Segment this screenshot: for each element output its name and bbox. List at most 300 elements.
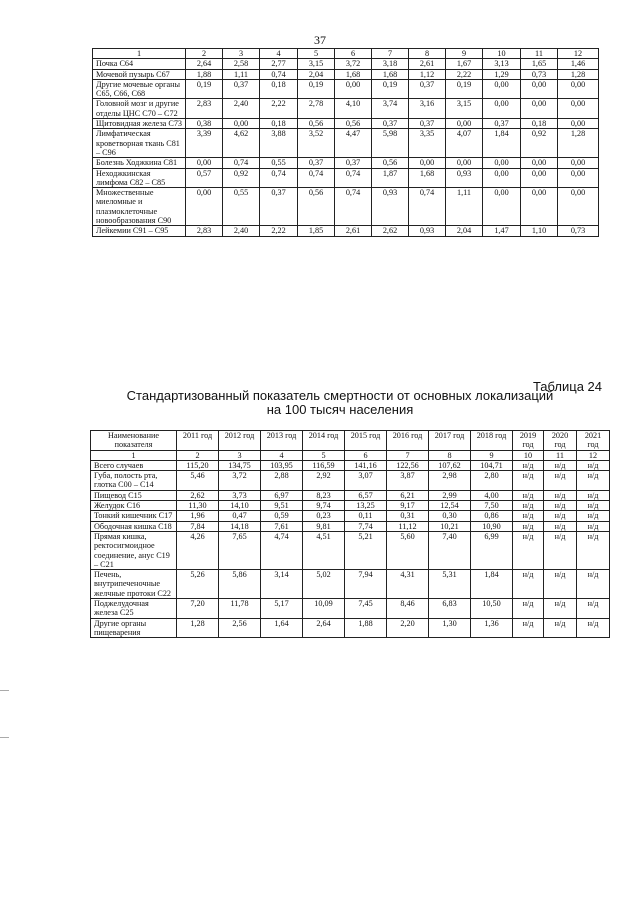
table-cell: 10,09	[303, 599, 345, 619]
table-cell: 1,87	[372, 168, 409, 188]
table-cell: 5,86	[219, 570, 261, 599]
table-cell: 2,88	[261, 471, 303, 491]
table-cell: 0,18	[521, 119, 558, 129]
table-cell: 0,56	[298, 119, 335, 129]
table-cell: 0,00	[558, 99, 599, 119]
table-cell: 104,71	[471, 460, 513, 470]
table-cell: 0,37	[409, 79, 446, 99]
table-cell: 5,60	[387, 531, 429, 569]
column-index: 4	[261, 450, 303, 460]
table-cell: 0,37	[223, 79, 260, 99]
table-cell: 0,74	[260, 168, 298, 188]
table-cell: 4,74	[261, 531, 303, 569]
column-name: 2019 год	[513, 431, 544, 451]
column-index: 12	[577, 450, 610, 460]
column-index: 5	[298, 49, 335, 59]
table-cell: 0,00	[223, 119, 260, 129]
column-name: 2018 год	[471, 431, 513, 451]
table-cell: 4,62	[223, 129, 260, 158]
table-cell: н/д	[577, 599, 610, 619]
table-row	[93, 168, 599, 188]
column-index: 1	[91, 450, 177, 460]
table-cell: 3,16	[409, 99, 446, 119]
table-cell: 1,88	[186, 69, 223, 79]
column-index-row	[91, 450, 610, 460]
column-index: 1	[93, 49, 186, 59]
table-cell: 4,47	[335, 129, 372, 158]
table-cell: 5,02	[303, 570, 345, 599]
table-cell: 2,58	[223, 59, 260, 69]
column-name: 2013 год	[261, 431, 303, 451]
table-row	[91, 490, 610, 500]
table-row	[91, 501, 610, 511]
column-names-row	[91, 431, 610, 451]
table-cell: 0,18	[260, 119, 298, 129]
table-cell: 0,11	[345, 511, 387, 521]
table-cell: 0,47	[219, 511, 261, 521]
table-cell: 2,61	[409, 59, 446, 69]
table-cell: 0,37	[335, 158, 372, 168]
table-cell: 122,56	[387, 460, 429, 470]
table-row	[91, 471, 610, 491]
table-cell: 5,46	[177, 471, 219, 491]
table-cell: 2,92	[303, 471, 345, 491]
table-cell: н/д	[544, 511, 577, 521]
table-cell: н/д	[544, 490, 577, 500]
table-cell: 8,46	[387, 599, 429, 619]
table-cell: н/д	[513, 490, 544, 500]
table-cell: 0,00	[521, 99, 558, 119]
table-cell: н/д	[544, 460, 577, 470]
column-index: 10	[513, 450, 544, 460]
table-cell: 4,07	[446, 129, 483, 158]
table-cell: 107,62	[429, 460, 471, 470]
row-label: Неходжкинская лимфома С82 – С85	[93, 168, 186, 188]
column-index: 8	[429, 450, 471, 460]
table-cell: н/д	[544, 521, 577, 531]
table-cell: 6,97	[261, 490, 303, 500]
table-cell: 0,00	[483, 188, 521, 226]
table-cell: 1,67	[446, 59, 483, 69]
table-cell: 1,96	[177, 511, 219, 521]
column-index: 3	[219, 450, 261, 460]
table-cell: н/д	[513, 471, 544, 491]
table-cell: 0,00	[558, 119, 599, 129]
row-label: Множественные миеломные и плазмоклеточные новообразования С90	[93, 188, 186, 226]
table-row	[91, 460, 610, 470]
table-cell: 0,00	[446, 158, 483, 168]
table-cell: 0,00	[558, 188, 599, 226]
table-cell: 0,00	[483, 158, 521, 168]
table-cell: 6,99	[471, 531, 513, 569]
table-cell: 0,18	[260, 79, 298, 99]
table-cell: 0,56	[335, 119, 372, 129]
table-row	[91, 521, 610, 531]
table-row	[93, 129, 599, 158]
table-cell: 12,54	[429, 501, 471, 511]
table-cell: 0,55	[223, 188, 260, 226]
column-index: 10	[483, 49, 521, 59]
column-index: 6	[345, 450, 387, 460]
table-cell: 0,74	[298, 168, 335, 188]
table-cell: 0,93	[446, 168, 483, 188]
table-cell: 0,00	[335, 79, 372, 99]
table-cell: 7,94	[345, 570, 387, 599]
column-name: Наименование показателя	[91, 431, 177, 451]
table-cell: 0,19	[186, 79, 223, 99]
table-cell: н/д	[544, 501, 577, 511]
table-cell: 7,20	[177, 599, 219, 619]
column-index: 2	[177, 450, 219, 460]
column-name: 2015 год	[345, 431, 387, 451]
table-row	[93, 226, 599, 236]
table-cell: 1,88	[345, 618, 387, 638]
table-cell: 3,73	[219, 490, 261, 500]
table-cell: 9,74	[303, 501, 345, 511]
table-cell: 10,90	[471, 521, 513, 531]
column-name: 2016 год	[387, 431, 429, 451]
table-cell: 7,74	[345, 521, 387, 531]
table-cell: 0,37	[483, 119, 521, 129]
table-cell: н/д	[577, 618, 610, 638]
table-cell: 3,52	[298, 129, 335, 158]
table-cell: 2,98	[429, 471, 471, 491]
table-cell: 0,74	[335, 168, 372, 188]
table-cell: 3,15	[446, 99, 483, 119]
table-cell: 2,22	[446, 69, 483, 79]
table-cell: 0,56	[298, 188, 335, 226]
table-cell: 0,00	[521, 188, 558, 226]
table-cell: 103,95	[261, 460, 303, 470]
table-cell: н/д	[577, 511, 610, 521]
table-cell: 6,57	[345, 490, 387, 500]
table-cell: 9,17	[387, 501, 429, 511]
table-cell: 1,47	[483, 226, 521, 236]
column-index: 3	[223, 49, 260, 59]
table-cell: 0,55	[260, 158, 298, 168]
column-index: 8	[409, 49, 446, 59]
table-cell: н/д	[577, 460, 610, 470]
table-cell: 4,26	[177, 531, 219, 569]
table-cell: 0,74	[335, 188, 372, 226]
table-cell: н/д	[544, 618, 577, 638]
page-number: 37	[314, 33, 326, 47]
table-row	[93, 79, 599, 99]
table-cell: 14,18	[219, 521, 261, 531]
table-cell: 1,28	[558, 129, 599, 158]
table-cell: 0,31	[387, 511, 429, 521]
column-index: 12	[558, 49, 599, 59]
table-cell: 0,92	[223, 168, 260, 188]
column-index: 11	[544, 450, 577, 460]
table-cell: 0,37	[409, 119, 446, 129]
table-cell: 0,74	[223, 158, 260, 168]
table-cell: 1,68	[409, 168, 446, 188]
table-cell: 0,00	[558, 158, 599, 168]
table-cell: 0,86	[471, 511, 513, 521]
table-cell: 1,84	[483, 129, 521, 158]
table-cell: н/д	[577, 490, 610, 500]
column-index: 5	[303, 450, 345, 460]
table-cell: 0,00	[186, 158, 223, 168]
table-cell: 1,12	[409, 69, 446, 79]
table-cell: 2,62	[177, 490, 219, 500]
table-cell: 4,51	[303, 531, 345, 569]
table-cell: 3,35	[409, 129, 446, 158]
row-label: Лейкемии С91 – С95	[93, 226, 186, 236]
table-cell: 7,50	[471, 501, 513, 511]
incidence-table-continued	[92, 48, 599, 237]
row-label: Поджелудочная железа С25	[91, 599, 177, 619]
table-cell: 2,77	[260, 59, 298, 69]
table-cell: н/д	[513, 570, 544, 599]
table-cell: 1,30	[429, 618, 471, 638]
table-cell: 0,37	[372, 119, 409, 129]
table-row	[91, 511, 610, 521]
table-cell: н/д	[577, 521, 610, 531]
table-number: Таблица 24	[532, 379, 602, 394]
table-cell: 0,00	[521, 168, 558, 188]
row-label: Ободочная кишка С18	[91, 521, 177, 531]
table-cell: 7,40	[429, 531, 471, 569]
table-cell: 2,04	[298, 69, 335, 79]
table-cell: 0,30	[429, 511, 471, 521]
row-label: Другие органы пищеварения	[91, 618, 177, 638]
table-cell: 0,00	[521, 79, 558, 99]
table-cell: 7,65	[219, 531, 261, 569]
table-cell: 14,10	[219, 501, 261, 511]
table-cell: 1,29	[483, 69, 521, 79]
table-cell: 6,83	[429, 599, 471, 619]
table-row	[91, 531, 610, 569]
table-cell: н/д	[544, 570, 577, 599]
table-cell: 2,22	[260, 99, 298, 119]
table-cell: 5,17	[261, 599, 303, 619]
table-cell: 2,64	[303, 618, 345, 638]
table-cell: 1,28	[558, 69, 599, 79]
table-cell: 11,12	[387, 521, 429, 531]
column-index: 9	[446, 49, 483, 59]
table-cell: 0,73	[558, 226, 599, 236]
table-cell: 1,65	[521, 59, 558, 69]
table-cell: 5,98	[372, 129, 409, 158]
column-name: 2020 год	[544, 431, 577, 451]
table-cell: 3,74	[372, 99, 409, 119]
table-cell: 1,36	[471, 618, 513, 638]
table-cell: 2,83	[186, 99, 223, 119]
table-cell: 0,00	[483, 99, 521, 119]
table-cell: н/д	[577, 570, 610, 599]
table-cell: 9,51	[261, 501, 303, 511]
table-cell: 0,19	[446, 79, 483, 99]
table-cell: 5,31	[429, 570, 471, 599]
row-label: Губа, полость рта, глотка С00 – С14	[91, 471, 177, 491]
table-cell: 1,11	[223, 69, 260, 79]
table-cell: 0,00	[521, 158, 558, 168]
table-cell: 10,50	[471, 599, 513, 619]
table-cell: 1,68	[372, 69, 409, 79]
table-cell: 7,84	[177, 521, 219, 531]
table-cell: 0,73	[521, 69, 558, 79]
table-cell: н/д	[513, 531, 544, 569]
table-cell: 2,80	[471, 471, 513, 491]
table-cell: 2,20	[387, 618, 429, 638]
table-cell: н/д	[577, 501, 610, 511]
column-index: 2	[186, 49, 223, 59]
table-row	[91, 570, 610, 599]
table-cell: 2,64	[186, 59, 223, 69]
table-cell: 0,00	[483, 79, 521, 99]
row-label: Печень, внутрипеченочные желчные протоки С22	[91, 570, 177, 599]
table-cell: 3,88	[260, 129, 298, 158]
table-cell: 1,10	[521, 226, 558, 236]
row-label: Желудок С16	[91, 501, 177, 511]
table-cell: 3,72	[335, 59, 372, 69]
table-cell: 3,18	[372, 59, 409, 69]
row-label: Щитовидная железа С73	[93, 119, 186, 129]
table-cell: 2,56	[219, 618, 261, 638]
table-cell: 13,25	[345, 501, 387, 511]
table-cell: 0,56	[372, 158, 409, 168]
row-label: Мочевой пузырь С67	[93, 69, 186, 79]
table-cell: 2,99	[429, 490, 471, 500]
table-cell: 0,92	[521, 129, 558, 158]
table-cell: 4,10	[335, 99, 372, 119]
row-label: Тонкий кишечник С17	[91, 511, 177, 521]
table-cell: 2,22	[260, 226, 298, 236]
table-cell: 1,11	[446, 188, 483, 226]
table-cell: н/д	[577, 531, 610, 569]
row-label: Прямая кишка, ректосигмоидное соединение, анус С19 – С21	[91, 531, 177, 569]
table-row	[93, 158, 599, 168]
table-title: Стандартизованный показатель смертности от основных локализаций на 100 тысяч населения	[126, 388, 554, 417]
table-cell: 1,84	[471, 570, 513, 599]
table-cell: н/д	[544, 599, 577, 619]
table-cell: 2,04	[446, 226, 483, 236]
column-name: 2012 год	[219, 431, 261, 451]
table-cell: 3,87	[387, 471, 429, 491]
column-name: 2021 год	[577, 431, 610, 451]
table-cell: 0,00	[186, 188, 223, 226]
table-cell: н/д	[544, 531, 577, 569]
table-cell: 10,21	[429, 521, 471, 531]
table-row	[91, 599, 610, 619]
table-cell: 3,15	[298, 59, 335, 69]
table-cell: 2,40	[223, 226, 260, 236]
table-cell: 0,00	[483, 168, 521, 188]
table-cell: 0,93	[409, 226, 446, 236]
table-cell: 11,30	[177, 501, 219, 511]
table-cell: 0,19	[372, 79, 409, 99]
table-row	[93, 119, 599, 129]
column-index: 9	[471, 450, 513, 460]
table-cell: 1,68	[335, 69, 372, 79]
column-name: 2014 год	[303, 431, 345, 451]
row-label: Болезнь Ходжкина С81	[93, 158, 186, 168]
table-cell: 5,21	[345, 531, 387, 569]
table-cell: 1,28	[177, 618, 219, 638]
row-label: Пищевод С15	[91, 490, 177, 500]
table-cell: 9,81	[303, 521, 345, 531]
table-cell: 11,78	[219, 599, 261, 619]
column-index: 11	[521, 49, 558, 59]
table-cell: 2,78	[298, 99, 335, 119]
table-cell: 0,00	[409, 158, 446, 168]
row-label: Другие мочевые органы С65, С66, С68	[93, 79, 186, 99]
table-row	[93, 59, 599, 69]
table-cell: 116,59	[303, 460, 345, 470]
table-cell: н/д	[544, 471, 577, 491]
margin-mark	[0, 690, 9, 738]
column-name: 2017 год	[429, 431, 471, 451]
table-cell: 3,07	[345, 471, 387, 491]
table-cell: 3,39	[186, 129, 223, 158]
table-cell: 7,61	[261, 521, 303, 531]
table-cell: 134,75	[219, 460, 261, 470]
row-label: Лимфатическая кроветворная ткань С81 – С96	[93, 129, 186, 158]
table-cell: 2,83	[186, 226, 223, 236]
table-cell: 4,00	[471, 490, 513, 500]
column-index-row	[93, 49, 599, 59]
table-cell: 3,13	[483, 59, 521, 69]
table-row	[93, 69, 599, 79]
table-cell: 0,38	[186, 119, 223, 129]
table-cell: н/д	[513, 599, 544, 619]
table-cell: 0,00	[558, 168, 599, 188]
table-cell: н/д	[513, 501, 544, 511]
table-cell: н/д	[577, 471, 610, 491]
table-cell: 1,85	[298, 226, 335, 236]
table-cell: 6,21	[387, 490, 429, 500]
table-cell: 0,59	[261, 511, 303, 521]
table-cell: 1,46	[558, 59, 599, 69]
table-cell: 0,57	[186, 168, 223, 188]
table-cell: 3,14	[261, 570, 303, 599]
table-cell: 0,74	[260, 69, 298, 79]
table-cell: 0,37	[298, 158, 335, 168]
table-cell: н/д	[513, 618, 544, 638]
table-cell: 4,31	[387, 570, 429, 599]
table-cell: 5,26	[177, 570, 219, 599]
table-cell: 115,20	[177, 460, 219, 470]
table-cell: 0,74	[409, 188, 446, 226]
column-index: 7	[372, 49, 409, 59]
table-cell: 7,45	[345, 599, 387, 619]
mortality-table	[90, 430, 610, 638]
table-cell: 3,72	[219, 471, 261, 491]
table-cell: 1,64	[261, 618, 303, 638]
table-cell: н/д	[513, 511, 544, 521]
table-cell: 0,00	[446, 119, 483, 129]
table-cell: 0,00	[558, 79, 599, 99]
table-cell: 8,23	[303, 490, 345, 500]
row-label: Головной мозг и другие отделы ЦНС С70 – С72	[93, 99, 186, 119]
table-cell: н/д	[513, 521, 544, 531]
table-cell: 0,37	[260, 188, 298, 226]
row-label: Всего случаев	[91, 460, 177, 470]
table-cell: 0,19	[298, 79, 335, 99]
column-index: 7	[387, 450, 429, 460]
table-row	[93, 188, 599, 226]
table-cell: 2,62	[372, 226, 409, 236]
table-cell: н/д	[513, 460, 544, 470]
table-cell: 0,23	[303, 511, 345, 521]
table-cell: 0,93	[372, 188, 409, 226]
table-cell: 2,61	[335, 226, 372, 236]
table-row	[91, 618, 610, 638]
table-cell: 141,16	[345, 460, 387, 470]
column-name: 2011 год	[177, 431, 219, 451]
